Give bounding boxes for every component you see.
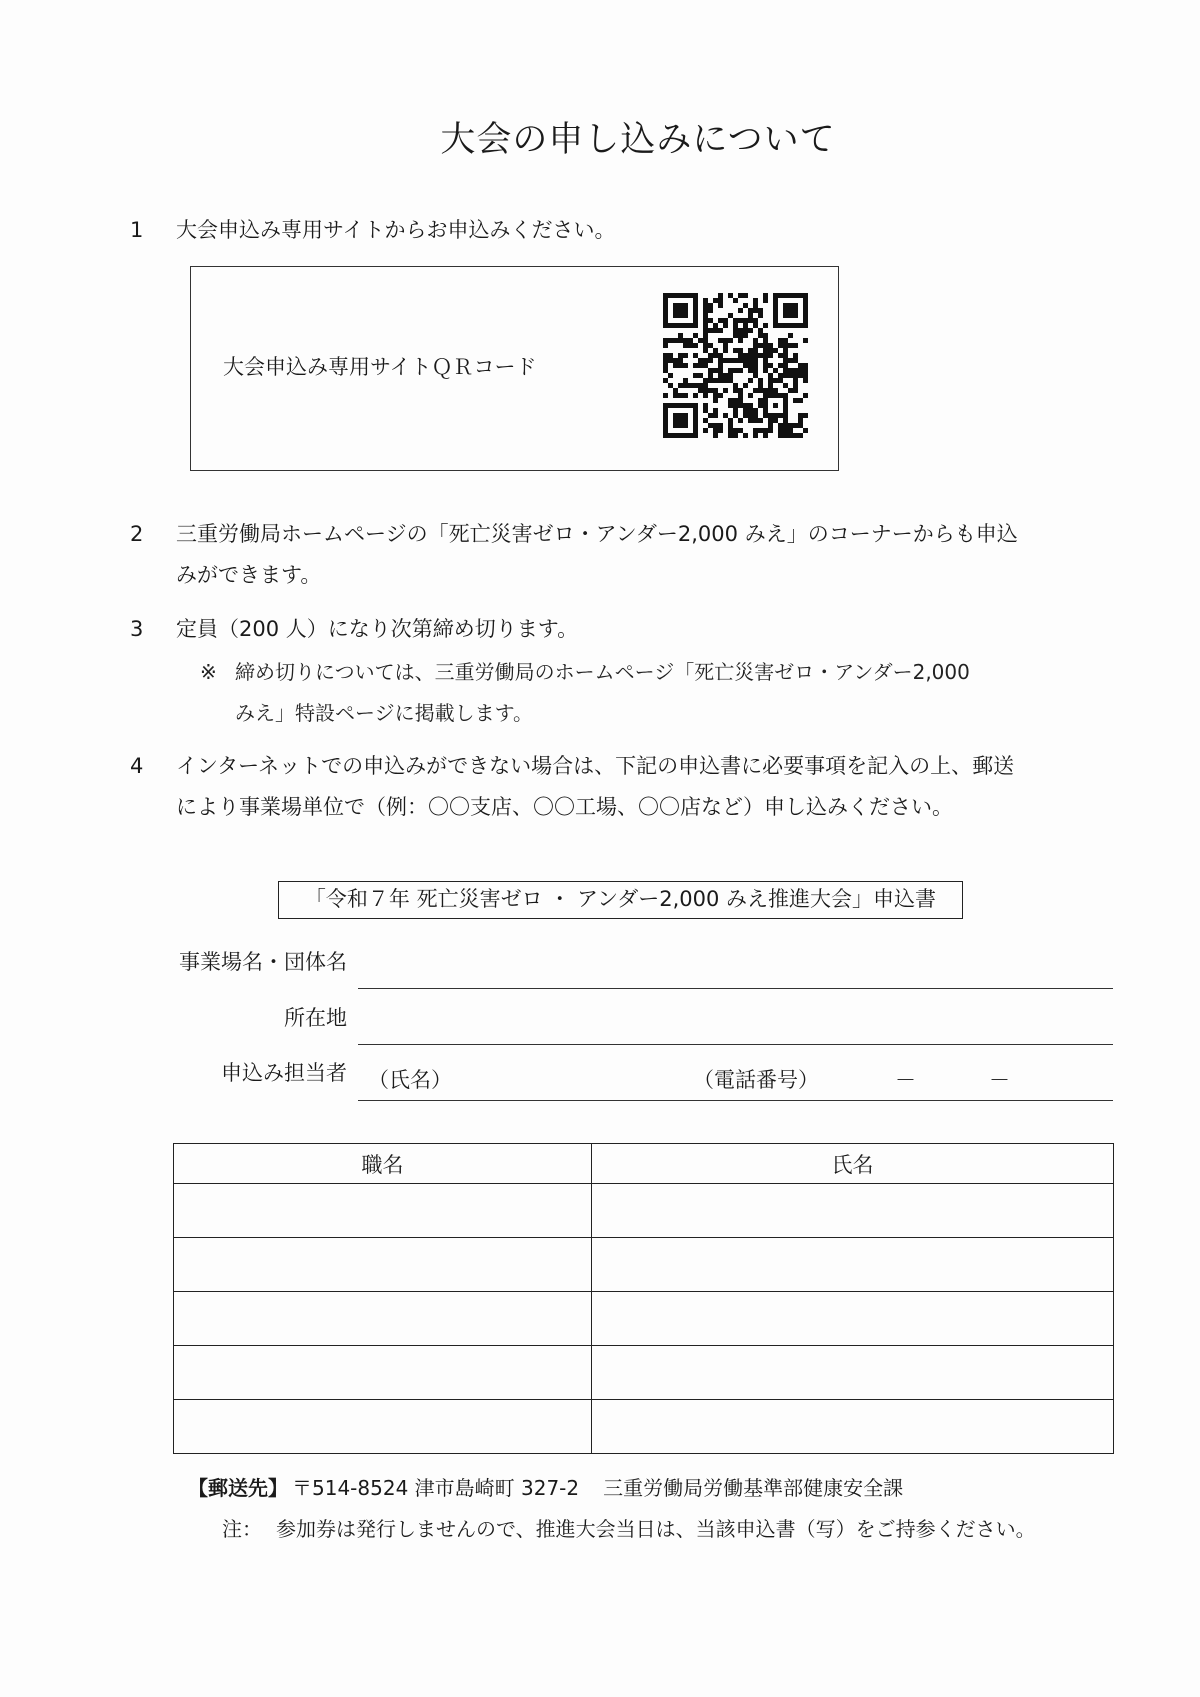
- note-mark: ※: [200, 660, 217, 684]
- contact-person-label: 申込み担当者: [221, 1061, 347, 1085]
- qr-code-icon[interactable]: [663, 293, 808, 438]
- org-name-label: 事業場名・団体名: [179, 950, 347, 974]
- org-name-field[interactable]: [358, 988, 1113, 989]
- name-cell[interactable]: [592, 1292, 1114, 1346]
- caution-mark: 注：: [222, 1517, 262, 1541]
- job-title-cell[interactable]: [174, 1292, 592, 1346]
- qr-code-box: [190, 266, 839, 471]
- participant-table: [173, 1143, 1114, 1454]
- item-text-line1: インターネットでの申込みができない場合は、下記の申込書に必要事項を記入の上、郵送: [176, 754, 1015, 778]
- item-text: 大会申込み専用サイトからお申込みください。: [176, 218, 616, 242]
- table-row: [174, 1184, 1114, 1238]
- page-title: 大会の申し込みについて: [440, 120, 836, 160]
- item-text-line2: により事業場単位で（例：〇〇支店、〇〇工場、〇〇店など）申し込みください。: [176, 795, 953, 819]
- phone-dash-2: －: [989, 1068, 1010, 1092]
- item-number: 3: [130, 617, 144, 641]
- item-text-line1: 三重労働局ホームページの「死亡災害ゼロ・アンダー2,000 みえ」のコーナーからも申込: [176, 522, 1018, 546]
- mailing-postal-address: 〒514-8524 津市島崎町 327-2: [292, 1476, 580, 1500]
- header-name: 氏名: [592, 1144, 1114, 1184]
- name-cell[interactable]: [592, 1184, 1114, 1238]
- table-row: [174, 1346, 1114, 1400]
- table-header-row: [174, 1144, 1114, 1184]
- table-row: [174, 1238, 1114, 1292]
- job-title-cell[interactable]: [174, 1346, 592, 1400]
- name-cell[interactable]: [592, 1346, 1114, 1400]
- qr-code-label: 大会申込み専用サイトＱＲコード: [223, 355, 537, 379]
- caution-text: 参加券は発行しませんので、推進大会当日は、当該申込書（写）をご持参ください。: [276, 1517, 1036, 1541]
- job-title-cell[interactable]: [174, 1400, 592, 1454]
- form-title: 「令和７年 死亡災害ゼロ ・ アンダー2,000 みえ推進大会」申込書: [278, 881, 963, 919]
- item-text: 定員（200 人）になり次第締め切ります。: [176, 617, 579, 641]
- mailing-address: [188, 1472, 903, 1501]
- name-cell[interactable]: [592, 1238, 1114, 1292]
- phone-dash-1: －: [895, 1068, 916, 1092]
- header-job-title: 職名: [174, 1144, 592, 1184]
- name-cell[interactable]: [592, 1400, 1114, 1454]
- address-label: 所在地: [284, 1006, 347, 1030]
- table-row: [174, 1292, 1114, 1346]
- contact-name-hint: （氏名）: [368, 1068, 452, 1092]
- item-number: 2: [130, 522, 144, 546]
- item-text-line2: みができます。: [176, 563, 322, 587]
- job-title-cell[interactable]: [174, 1184, 592, 1238]
- job-title-cell[interactable]: [174, 1238, 592, 1292]
- mailing-label: 【郵送先】: [188, 1476, 288, 1500]
- note-line1: 締め切りについては、三重労働局のホームページ「死亡災害ゼロ・アンダー2,000: [235, 660, 970, 684]
- address-field[interactable]: [358, 1044, 1113, 1045]
- table-row: [174, 1400, 1114, 1454]
- phone-number-hint: （電話番号）: [693, 1068, 819, 1092]
- mailing-department: 三重労働局労働基準部健康安全課: [603, 1476, 904, 1500]
- caution-note: [222, 1513, 1036, 1542]
- contact-field[interactable]: [358, 1100, 1113, 1101]
- item-number: 4: [130, 754, 144, 778]
- item-number: 1: [130, 218, 144, 242]
- note-line2: みえ」特設ページに掲載します。: [235, 701, 533, 725]
